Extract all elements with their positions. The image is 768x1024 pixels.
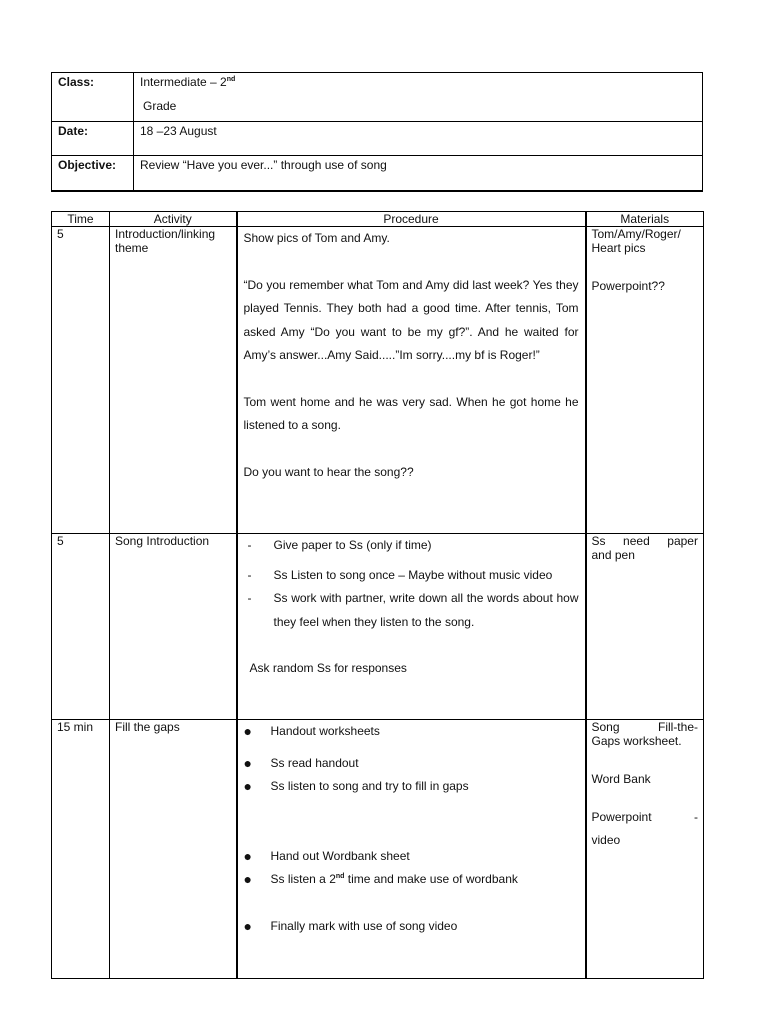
class-grade: Grade: [143, 99, 177, 113]
materials-item: Word Bank: [591, 772, 651, 786]
activity-cell: Fill the gaps: [110, 720, 237, 979]
materials-item: and pen: [591, 548, 635, 562]
class-value: [134, 73, 703, 122]
dash-marker: -: [247, 591, 252, 605]
activity-cell: Song Introduction: [110, 534, 237, 720]
list-item: - Ss work with partner, write down all the words about how they feel when they listen to the song.: [244, 587, 579, 634]
procedure-paragraph: Do you want to hear the song??: [243, 464, 414, 479]
materials-cell: Ss need paper and pen: [586, 534, 704, 720]
lesson-plan-table: [51, 211, 704, 979]
materials-cell: Song Fill-the- Gaps worksheet. Word Bank Powerpoint - video: [586, 720, 704, 979]
class-level: Intermediate – 2: [140, 75, 227, 89]
table-row: [52, 534, 704, 720]
time-cell: 5: [52, 534, 110, 720]
objective-value: Review “Have you ever...” through use of song: [134, 156, 703, 192]
table-row: [52, 227, 704, 534]
date-value: 18 –23 August: [134, 122, 703, 156]
bullet-marker: ●: [243, 778, 252, 794]
materials-cell: [586, 227, 704, 534]
list-item: ● Finally mark with use of song video: [244, 915, 579, 939]
materials-item: Gaps worksheet.: [591, 734, 682, 748]
bullet-marker: ●: [243, 847, 252, 864]
objective-row: [52, 156, 703, 192]
procedure-paragraph: Tom went home and he was very sad. When he got home he listened to a song.: [243, 394, 579, 432]
activity-cell: Introduction/linking theme: [110, 227, 237, 534]
date-label: Date:: [52, 122, 134, 156]
header-time: Time: [52, 212, 110, 227]
lesson-info-table: [51, 72, 703, 192]
bullet-marker: ●: [243, 723, 252, 739]
table-row: [52, 720, 704, 979]
procedure-cell: [237, 720, 586, 979]
list-item: ● Ss read handout: [244, 752, 579, 776]
procedure-cell: [237, 534, 586, 720]
dash-marker: -: [247, 538, 252, 552]
bullet-marker: ●: [243, 754, 252, 771]
bullet-marker: ●: [243, 917, 252, 934]
procedure-cell: [237, 227, 586, 534]
materials-item: video: [591, 833, 621, 847]
table-header-row: [52, 212, 704, 227]
objective-label: Objective:: [52, 156, 134, 192]
list-item: ● Hand out Wordbank sheet: [244, 845, 579, 869]
bullet-marker: ●: [243, 871, 252, 887]
class-label: Class:: [52, 73, 134, 122]
header-procedure: Procedure: [237, 212, 586, 227]
procedure-paragraph: Show pics of Tom and Amy.: [243, 231, 390, 245]
time-cell: 15 min: [52, 720, 110, 979]
materials-item: Powerpoint??: [591, 279, 665, 293]
procedure-paragraph: Ask random Ss for responses: [249, 661, 407, 675]
procedure-paragraph: “Do you remember what Tom and Amy did last week? Yes they played Tennis. They both had a good time. After tennis, Tom asked Amy “Do you want to be my gf?”. And he waited for Amy’s answer...Amy Said.....”Im sorry....my bf is Roger!”: [243, 277, 579, 362]
date-row: [52, 122, 703, 156]
list-item: - Ss Listen to song once – Maybe without music video: [244, 564, 579, 588]
header-materials: Materials: [586, 212, 704, 227]
list-item: ● Ss listen a 2nd time and make use of wordbank: [244, 868, 579, 892]
list-item: ● Ss listen to song and try to fill in gaps: [244, 775, 579, 799]
class-row: [52, 73, 703, 122]
time-cell: 5: [52, 227, 110, 534]
header-activity: Activity: [110, 212, 237, 227]
dash-marker: -: [247, 567, 252, 582]
materials-item: Tom/Amy/Roger/ Heart pics: [591, 227, 681, 255]
class-ordinal-suffix: nd: [226, 76, 236, 83]
list-item: ● Handout worksheets: [244, 720, 579, 744]
list-item: - Give paper to Ss (only if time): [244, 534, 579, 558]
